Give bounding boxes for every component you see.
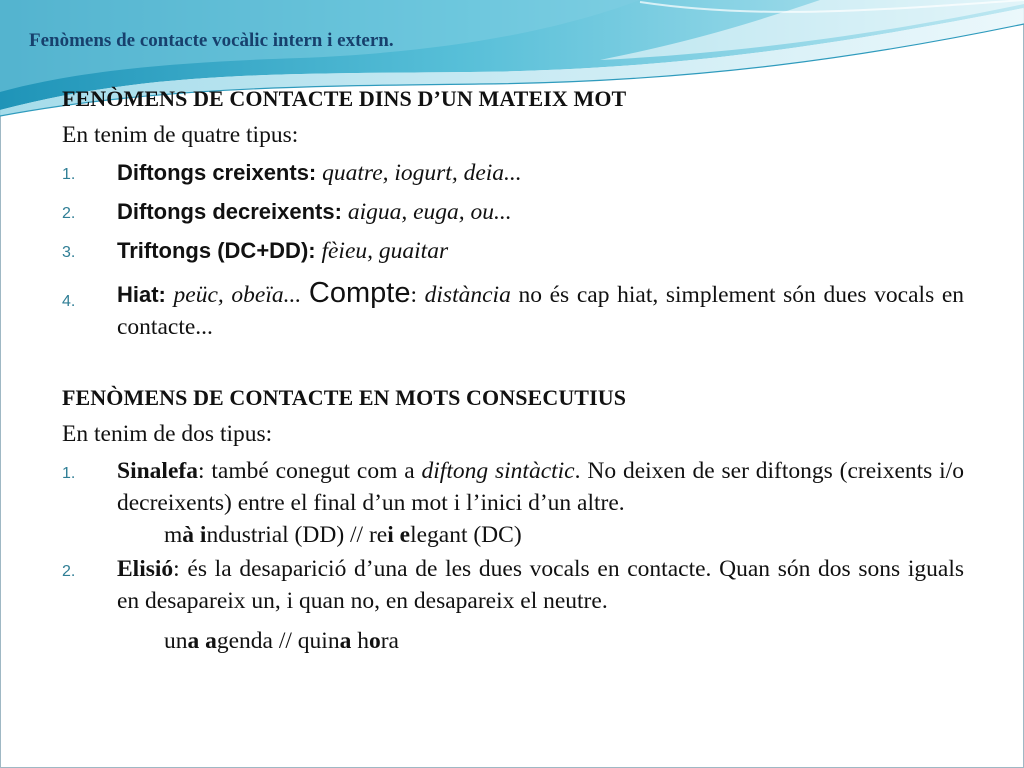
list-number: 1.	[62, 166, 76, 183]
list-item	[62, 154, 964, 193]
item-examples: fèieu, guaitar	[321, 238, 449, 264]
example-line: mà industrial (DD) // rei elegant (DC)	[164, 522, 522, 548]
list-item: 2. Elisió: és la desaparició d’una de les dues vocals en contacte. Quan són dos sons iguals en desapareix un, i quan no, en desapareix el neutre.	[62, 551, 964, 617]
section-intro: En tenim de dos tipus:	[62, 421, 273, 447]
list-number: 2.	[62, 563, 76, 580]
list-item: 4. Hiat: peüc, obeïa... Compte: distància no és cap hiat, simplement són dues vocals en contacte...	[62, 275, 964, 343]
slide-title: Fenòmens de contacte vocàlic intern i extern.	[29, 30, 394, 51]
item-examples: quatre, iogurt, deia...	[322, 160, 522, 186]
note-label: Compte	[308, 277, 411, 309]
item-term: Elisió	[117, 556, 174, 582]
item-term: Diftongs creixents:	[117, 160, 317, 185]
example-line: una agenda // quina hora	[164, 628, 399, 654]
slide-content	[62, 80, 964, 660]
note-word: distància	[424, 282, 511, 308]
item-term: Diftongs decreixents:	[117, 199, 342, 224]
item-term: Sinalefa	[117, 458, 198, 484]
section-heading-same-word: FENÒMENS DE CONTACTE DINS D’UN MATEIX MOT	[62, 86, 627, 111]
section-intro: En tenim de quatre tipus:	[62, 122, 299, 148]
item-term: Hiat:	[117, 282, 166, 307]
list-number: 2.	[62, 205, 76, 222]
list-number: 4.	[62, 293, 76, 310]
list-number: 1.	[62, 465, 76, 482]
item-examples: peüc, obeïa...	[173, 282, 302, 308]
list-item	[62, 232, 964, 271]
list-number: 3.	[62, 244, 76, 261]
note-text: no és cap hiat, simplement són dues vocals en contacte...	[117, 282, 965, 340]
list-item: 1. Sinalefa: també conegut com a diftong sintàctic. No deixen de ser diftongs (creixents i/o decreixents) entre el final d’un mot i l’inici d’un altre. mà industrial (DD) // rei elegant (DC)	[62, 453, 964, 551]
list-item	[62, 193, 964, 232]
section-heading-consecutive-words: FENÒMENS DE CONTACTE EN MOTS CONSECUTIUS	[62, 385, 627, 410]
item-examples: aigua, euga, ou...	[347, 199, 512, 225]
item-term: Triftongs (DC+DD):	[117, 238, 316, 263]
